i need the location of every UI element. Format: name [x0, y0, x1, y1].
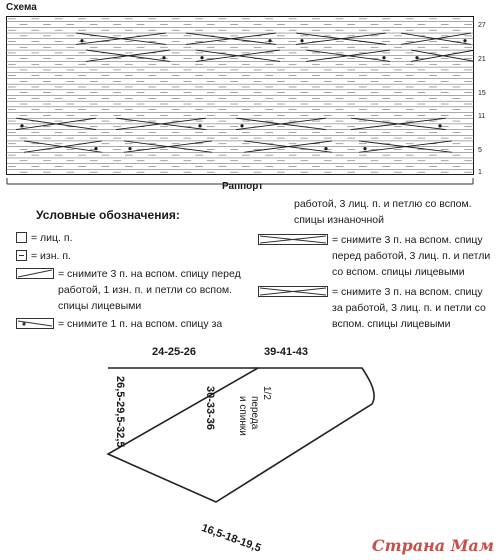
row-number: 11	[478, 112, 486, 120]
knitting-chart	[6, 16, 474, 175]
pattern-outline	[100, 360, 390, 555]
legend-item-knit	[16, 230, 256, 246]
piece-label-front-text: переда	[249, 396, 260, 430]
cable-dot-mark	[438, 124, 441, 127]
row-number: 27	[478, 21, 486, 29]
cable-dot-mark	[300, 39, 303, 42]
knitting-chart-grid	[6, 16, 474, 175]
legend-item-cable-right	[258, 232, 494, 280]
legend-text-cable-left: = снимите 3 п. на вспом. спицу за работой, 3 лиц. п. и петли со вспом. спицы лицевыми	[332, 286, 486, 330]
legend-item-cable-back-purl	[16, 266, 256, 314]
legend-title: Условные обозначения:	[36, 208, 180, 222]
legend-text-cable-back-purl: = снимите 3 п. на вспом. спицу перед работой, 1 изн. п. и петли со вспом. спицы лицевыми	[58, 268, 241, 312]
legend-right	[258, 196, 494, 332]
dimension-top-left: 24-25-26	[152, 346, 197, 358]
cable-dot-mark	[94, 147, 97, 150]
row-number: 21	[478, 55, 486, 63]
cable-dot-mark	[80, 39, 83, 42]
legend-left	[16, 230, 256, 332]
cable-dot-mark	[382, 56, 385, 59]
cable-dot-icon	[16, 318, 54, 329]
pattern-schematic	[100, 346, 390, 555]
row-number: 5	[478, 146, 482, 154]
scheme-title: Схема	[6, 2, 37, 13]
piece-label-back-text: и спинки	[237, 396, 248, 436]
piece-label-back	[236, 396, 248, 436]
legend-text-purl: = изн. п.	[31, 250, 71, 262]
cable-dot-mark	[198, 124, 201, 127]
cable-right-icon	[258, 234, 328, 245]
row-number: 15	[478, 89, 486, 97]
cable-dot-mark	[128, 147, 131, 150]
cable-dot-mark	[415, 56, 418, 59]
piece-label	[260, 386, 272, 400]
purl-stitch-icon	[16, 250, 27, 261]
knit-stitch-icon	[16, 232, 27, 243]
row-numbers	[478, 14, 500, 179]
dimension-top-right: 39-41-43	[264, 346, 309, 358]
legend-text-knit: = лиц. п.	[31, 232, 73, 244]
legend-item-cable-dot	[16, 316, 256, 332]
row-number: 1	[478, 169, 482, 177]
dimension-center-height: 30-33-36	[204, 386, 216, 431]
rapport-label: Раппорт	[222, 181, 264, 192]
cable-dot-mark	[162, 56, 165, 59]
piece-label-fraction: 1/2	[261, 386, 272, 400]
cable-dot-mark	[363, 147, 366, 150]
dimension-left-side: 26,5-29,5-32,5	[114, 376, 126, 448]
site-watermark: Страна Мам	[371, 536, 494, 555]
legend-text-continuation: работой, 3 лиц. п. и петлю со вспом. спицы изнаночной	[294, 198, 472, 226]
legend-continuation	[258, 196, 494, 228]
cable-dot-mark	[200, 56, 203, 59]
piece-label-front	[248, 396, 260, 429]
dimension-bottom: 16,5-18-19,5	[199, 522, 263, 555]
cable-dot-mark	[268, 39, 271, 42]
cable-dot-mark	[240, 124, 243, 127]
cable-dot-mark	[20, 124, 23, 127]
legend-item-cable-left	[258, 284, 494, 332]
legend-text-cable-dot: = снимите 1 п. на вспом. спицу за	[58, 318, 223, 330]
cable-dot-mark	[324, 147, 327, 150]
cable-dot-mark	[463, 39, 466, 42]
legend-text-cable-right: = снимите 3 п. на вспом. спицу перед работой, 3 лиц. п. и петли со вспом. спицы лицевыми	[332, 234, 491, 278]
cable-purl-icon	[16, 268, 54, 279]
legend-item-purl	[16, 248, 256, 264]
cable-left-icon	[258, 286, 328, 297]
